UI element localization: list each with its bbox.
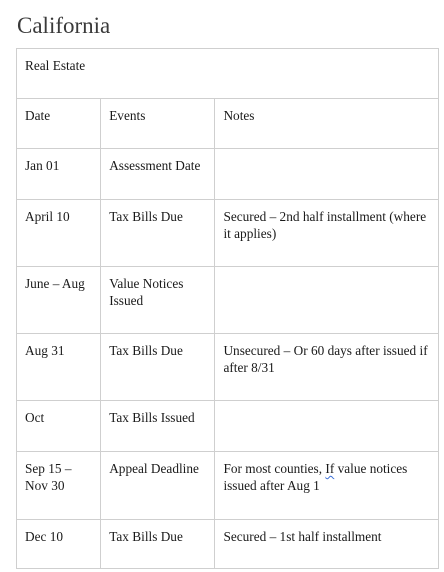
real-estate-tax-table	[16, 48, 439, 569]
table-row	[17, 520, 439, 569]
column-header-row	[17, 99, 439, 149]
date-cell: Sep 15 – Nov 30	[17, 452, 101, 520]
note-cell	[215, 452, 439, 520]
date-cell: Jan 01	[17, 149, 101, 200]
section-header-row	[17, 49, 439, 99]
note-cell	[215, 149, 439, 200]
column-header-notes: Notes	[215, 99, 439, 149]
event-cell: Assessment Date	[101, 149, 215, 200]
date-cell: June – Aug	[17, 267, 101, 334]
table-row	[17, 452, 439, 520]
event-cell: Appeal Deadline	[101, 452, 215, 520]
column-header-events: Events	[101, 99, 215, 149]
note-cell	[215, 401, 439, 452]
note-cell	[215, 267, 439, 334]
date-cell: Aug 31	[17, 334, 101, 401]
event-cell: Value Notices Issued	[101, 267, 215, 334]
event-cell: Tax Bills Issued	[101, 401, 215, 452]
event-cell: Tax Bills Due	[101, 200, 215, 267]
note-cell: Secured – 2nd half installment (where it applies)	[215, 200, 439, 267]
date-cell: April 10	[17, 200, 101, 267]
event-cell: Tax Bills Due	[101, 334, 215, 401]
note-cell: Unsecured – Or 60 days after issued if after 8/31	[215, 334, 439, 401]
date-cell: Oct	[17, 401, 101, 452]
document-title: California	[17, 13, 111, 38]
table-row	[17, 334, 439, 401]
table-row	[17, 149, 439, 200]
note-cell: Secured – 1st half installment	[215, 520, 439, 569]
date-cell: Dec 10	[17, 520, 101, 569]
column-header-date: Date	[17, 99, 101, 149]
table-row	[17, 267, 439, 334]
table-row	[17, 401, 439, 452]
note-text-before: For most counties,	[223, 461, 326, 476]
spellcheck-flagged-word: If	[325, 461, 335, 476]
table-row	[17, 200, 439, 267]
section-label: Real Estate	[17, 49, 439, 99]
event-cell: Tax Bills Due	[101, 520, 215, 569]
note-text-after: value notices issued after Aug 1	[223, 461, 408, 493]
